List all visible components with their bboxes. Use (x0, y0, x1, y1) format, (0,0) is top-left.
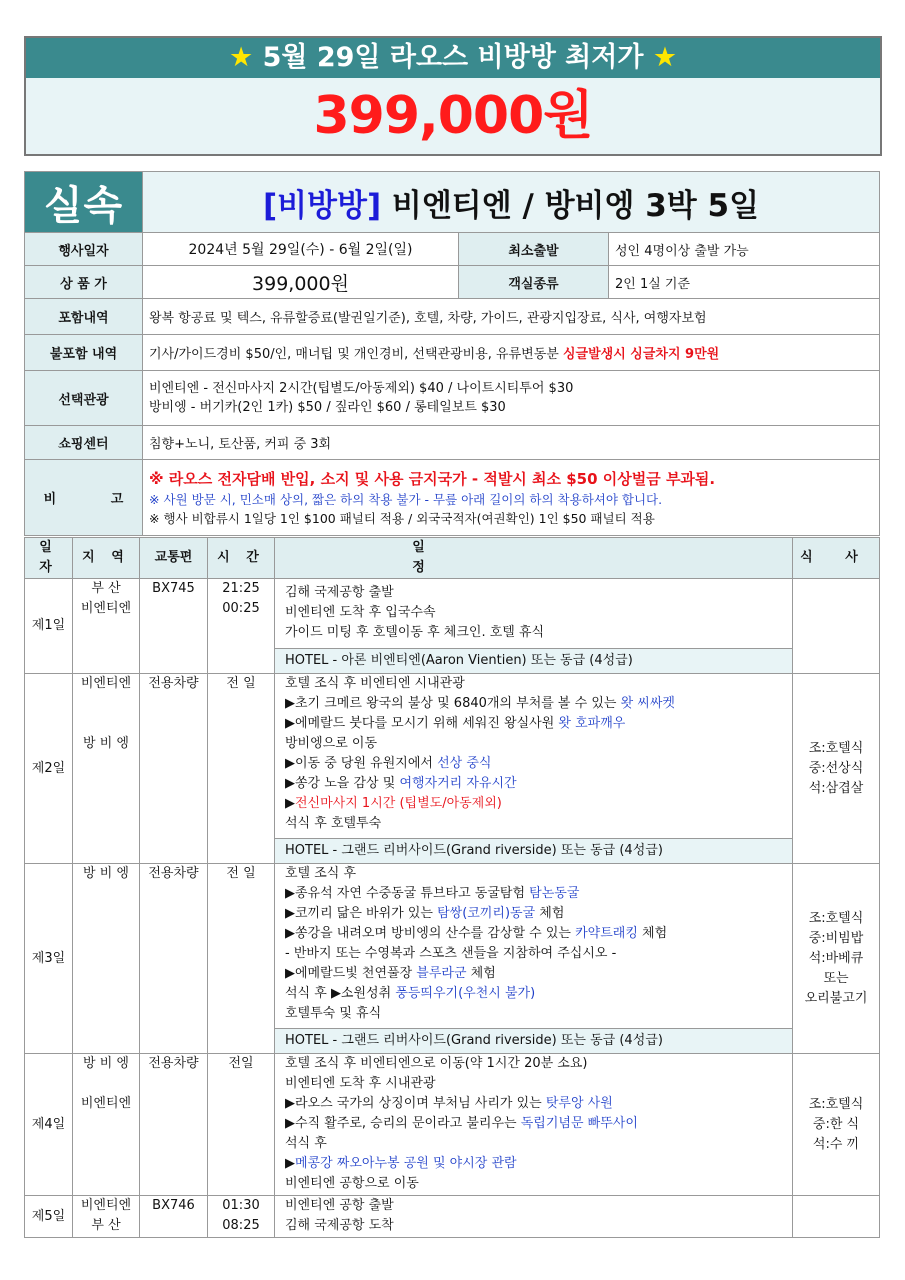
meal-item: 중:비빔밥 (808, 930, 864, 946)
transport-cell: 전용차량 (140, 674, 208, 864)
region-name: 비엔티엔 (80, 1096, 132, 1111)
meal-cell (793, 1054, 880, 1196)
region-name: 비엔티엔 (80, 676, 132, 691)
schedule-cell (275, 1196, 793, 1238)
schedule-line: 비엔티엔 공항 출발 (285, 1198, 394, 1213)
day-label: 제3일 (25, 864, 73, 1054)
time-cell (208, 579, 275, 674)
schedule-cell (275, 579, 793, 649)
time-value: 21:25 (222, 581, 260, 596)
banner-title: 5월 29일 라오스 비방방 최저가 (262, 42, 644, 73)
meal-item: 중:한 식 (812, 1116, 860, 1132)
time-cell: 전 일 (208, 864, 275, 1054)
included-label: 포함내역 (25, 299, 143, 335)
sight-name: 탐쌍(코끼리)동굴 (437, 906, 536, 921)
optional-tour-label: 선택관광 (25, 371, 143, 426)
meal-item: 오리불고기 (804, 990, 868, 1006)
schedule-line: - 반바지 또는 수영복과 스포츠 샌들을 지참하여 주십시오 - (285, 946, 617, 961)
region-name: 부 산 (91, 581, 121, 596)
single-charge-note: 싱글발생시 싱글차지 9만원 (562, 347, 720, 362)
col-header-region: 지 역 (73, 538, 140, 579)
room-type-label: 객실종류 (459, 266, 609, 299)
product-title-text: 비엔티엔 / 방비엥 3박 5일 (381, 187, 760, 224)
meal-item: 석:삼겹살 (808, 780, 864, 796)
hotel-info: HOTEL - 그랜드 리버사이드(Grand riverside) 또는 동급 (4성급) (275, 1029, 793, 1054)
schedule-line: 호텔 조식 후 (285, 866, 357, 881)
schedule-line: ▶종유석 자연 수중동굴 튜브타고 동굴탐험 탐논동굴 (285, 886, 580, 901)
schedule-line: 석식 후 호텔투숙 (285, 816, 382, 831)
sight-name: 블루라군 (416, 966, 467, 981)
table-row (25, 1196, 880, 1238)
banner-title-bar (26, 38, 880, 78)
shopping-value: 침향+노니, 토산품, 커피 중 3회 (143, 426, 880, 460)
schedule-line: ▶쏭강 노을 감상 및 여행자거리 자유시간 (285, 776, 517, 791)
optional-tour-line: 방비엥 - 버기카(2인 1카) $50 / 짚라인 $60 / 롱테일보트 $30 (149, 400, 506, 415)
schedule-line: ▶쏭강을 내려오며 방비엥의 산수를 감상할 수 있는 카약트래킹 체험 (285, 926, 668, 941)
sight-name: 독립기념문 빠뚜사이 (520, 1116, 638, 1131)
meal-cell (793, 1196, 880, 1238)
time-cell (208, 1196, 275, 1238)
schedule-line: 김해 국제공항 도착 (285, 1218, 394, 1233)
meal-cell (793, 864, 880, 1054)
banner-price: 399,000원 (26, 78, 880, 154)
remarks-label: 비 고 (25, 460, 143, 536)
product-title-bracket: [비방방] (262, 187, 382, 224)
day-label: 제5일 (25, 1196, 73, 1238)
meal-item: 조:호텔식 (808, 910, 864, 926)
region-name: 비엔티엔 (80, 601, 132, 616)
temple-dress-note: ※ 사원 방문 시, 민소매 상의, 짧은 하의 착용 불가 - 무릎 아래 길이의 하의 착용하셔야 합니다. (149, 491, 663, 507)
e-cigarette-warning: ※ 라오스 전자담배 반입, 소지 및 사용 금지국가 - 적발시 최소 $50 이상벌금 부과됨. (149, 469, 716, 488)
day-label: 제1일 (25, 579, 73, 674)
price-banner (24, 36, 882, 156)
included-value: 왕복 항공료 및 텍스, 유류할증료(발권일기준), 호텔, 차량, 가이드, 관광지입장료, 식사, 여행자보험 (143, 299, 880, 335)
product-info-table (24, 171, 880, 536)
price-label: 상 품 가 (25, 266, 143, 299)
dates-label: 행사일자 (25, 233, 143, 266)
schedule-line: 김해 국제공항 출발 (285, 585, 394, 600)
region-name: 비엔티엔 (80, 1198, 132, 1213)
table-row (25, 674, 880, 839)
itinerary-table (24, 537, 880, 1238)
min-departure-value: 성인 4명이상 출발 가능 (609, 233, 880, 266)
col-header-meal: 식 사 (793, 538, 880, 579)
sight-name: 탐논동굴 (529, 886, 580, 901)
schedule-line: 가이드 미팅 후 호텔이동 후 체크인. 호텔 휴식 (285, 625, 545, 640)
dates-value: 2024년 5월 29일(수) - 6월 2일(일) (143, 233, 459, 266)
schedule-line: ▶에메랄드빛 천연풀장 블루라군 체험 (285, 966, 496, 981)
region-cell: 방 비 엥 (73, 864, 140, 1054)
col-header-transport: 교통편 (140, 538, 208, 579)
transport-cell: 전용차량 (140, 1054, 208, 1196)
excluded-value (143, 335, 880, 371)
price-value: 399,000원 (143, 266, 459, 299)
transport-cell: BX746 (140, 1196, 208, 1238)
optional-tour-value (143, 371, 880, 426)
schedule-line: 호텔 조식 후 비엔티엔 시내관광 (285, 676, 465, 691)
min-departure-label: 최소출발 (459, 233, 609, 266)
transport-cell: BX745 (140, 579, 208, 674)
excluded-label: 불포함 내역 (25, 335, 143, 371)
table-row (25, 864, 880, 1029)
day-label: 제4일 (25, 1054, 73, 1196)
meal-item: 조:호텔식 (808, 1096, 864, 1112)
sight-name: 왓 호파깨우 (558, 716, 626, 731)
sight-name: 메콩강 짜오아누봉 공원 및 야시장 관람 (295, 1156, 517, 1171)
region-name: 방 비 엥 (83, 1056, 129, 1071)
schedule-line: 비엔티엔 도착 후 입국수속 (285, 605, 436, 620)
schedule-line: 호텔투숙 및 휴식 (285, 1006, 382, 1021)
time-cell: 전 일 (208, 674, 275, 864)
region-name: 부 산 (91, 1218, 121, 1233)
excluded-text: 기사/가이드경비 $50/인, 매너팁 및 개인경비, 선택관광비용, 유류변동분 (149, 347, 563, 362)
schedule-line: ▶코끼리 닮은 바위가 있는 탐쌍(코끼리)동굴 체험 (285, 906, 565, 921)
table-row (25, 1054, 880, 1196)
region-cell (73, 1196, 140, 1238)
product-tag: 실속 (25, 172, 143, 233)
remarks-value (143, 460, 880, 536)
meal-item: 중:선상식 (808, 760, 864, 776)
time-value: 08:25 (222, 1218, 260, 1233)
schedule-line: 호텔 조식 후 비엔티엔으로 이동(약 1시간 20분 소요) (285, 1056, 588, 1071)
sight-name: 풍등띄우기(우천시 불가) (395, 986, 536, 1001)
schedule-line: 비엔티엔 도착 후 시내관광 (285, 1076, 436, 1091)
hotel-info: HOTEL - 아론 비엔티엔(Aaron Vientien) 또는 동급 (4성급) (275, 649, 793, 674)
sight-name: 여행자거리 자유시간 (399, 776, 517, 791)
time-value: 00:25 (222, 601, 260, 616)
meal-item: 석:수 끼 (812, 1136, 860, 1152)
schedule-line: ▶수직 활주로, 승리의 문이라고 불리우는 독립기념문 빠뚜사이 (285, 1116, 638, 1131)
time-value: 01:30 (222, 1198, 260, 1213)
sight-name: 왓 씨싸켓 (620, 696, 675, 711)
col-header-schedule: 일 정 (275, 538, 793, 579)
time-cell: 전일 (208, 1054, 275, 1196)
meal-item: 또는 (823, 970, 849, 986)
schedule-cell (275, 1054, 793, 1196)
schedule-line: 석식 후 ▶소원성취 풍등띄우기(우천시 불가) (285, 986, 536, 1001)
meal-cell (793, 579, 880, 674)
region-name: 방 비 엥 (83, 736, 129, 751)
schedule-cell (275, 864, 793, 1029)
room-type-value: 2인 1실 기준 (609, 266, 880, 299)
col-header-time: 시 간 (208, 538, 275, 579)
shopping-label: 쇼핑센터 (25, 426, 143, 460)
schedule-line: ▶이동 중 당원 유원지에서 선상 중식 (285, 756, 492, 771)
schedule-line: ▶전신마사지 1시간 (팁별도/아동제외) (285, 796, 502, 811)
penalty-note: ※ 행사 비합류시 1일당 1인 $100 패널티 적용 / 외국국적자(여권확인) 1인 $50 패널티 적용 (149, 510, 655, 526)
sight-name: 선상 중식 (437, 756, 492, 771)
region-cell (73, 674, 140, 864)
transport-cell: 전용차량 (140, 864, 208, 1054)
day-label: 제2일 (25, 674, 73, 864)
schedule-line: ▶라오스 국가의 상징이며 부처님 사리가 있는 탓루앙 사원 (285, 1096, 613, 1111)
hotel-info: HOTEL - 그랜드 리버사이드(Grand riverside) 또는 동급 (4성급) (275, 839, 793, 864)
region-cell (73, 1054, 140, 1196)
meal-cell (793, 674, 880, 864)
sight-name: 카약트래킹 (575, 926, 638, 941)
star-icon: ★ (652, 42, 678, 73)
meal-item: 조:호텔식 (808, 740, 864, 756)
star-icon: ★ (228, 42, 254, 73)
schedule-line: ▶에메랄드 붓다를 모시기 위해 세워진 왕실사원 왓 호파깨우 (285, 716, 626, 731)
col-header-day: 일 자 (25, 538, 73, 579)
schedule-line: ▶초기 크메르 왕국의 불상 및 6840개의 부처를 볼 수 있는 왓 씨싸켓 (285, 696, 675, 711)
schedule-cell (275, 674, 793, 839)
region-cell (73, 579, 140, 674)
table-row (25, 579, 880, 649)
schedule-line: 비엔티엔 공항으로 이동 (285, 1176, 419, 1191)
schedule-line: ▶메콩강 짜오아누봉 공원 및 야시장 관람 (285, 1156, 517, 1171)
schedule-line: 방비엥으로 이동 (285, 736, 378, 751)
sight-name: 탓루앙 사원 (545, 1096, 613, 1111)
meal-item: 석:바베큐 (808, 950, 864, 966)
massage-option: 전신마사지 1시간 (팁별도/아동제외) (295, 796, 502, 811)
schedule-line: 석식 후 (285, 1136, 327, 1151)
optional-tour-line: 비엔티엔 - 전신마사지 2시간(팁별도/아동제외) $40 / 나이트시티투어 $30 (149, 381, 574, 396)
product-title (143, 172, 880, 233)
